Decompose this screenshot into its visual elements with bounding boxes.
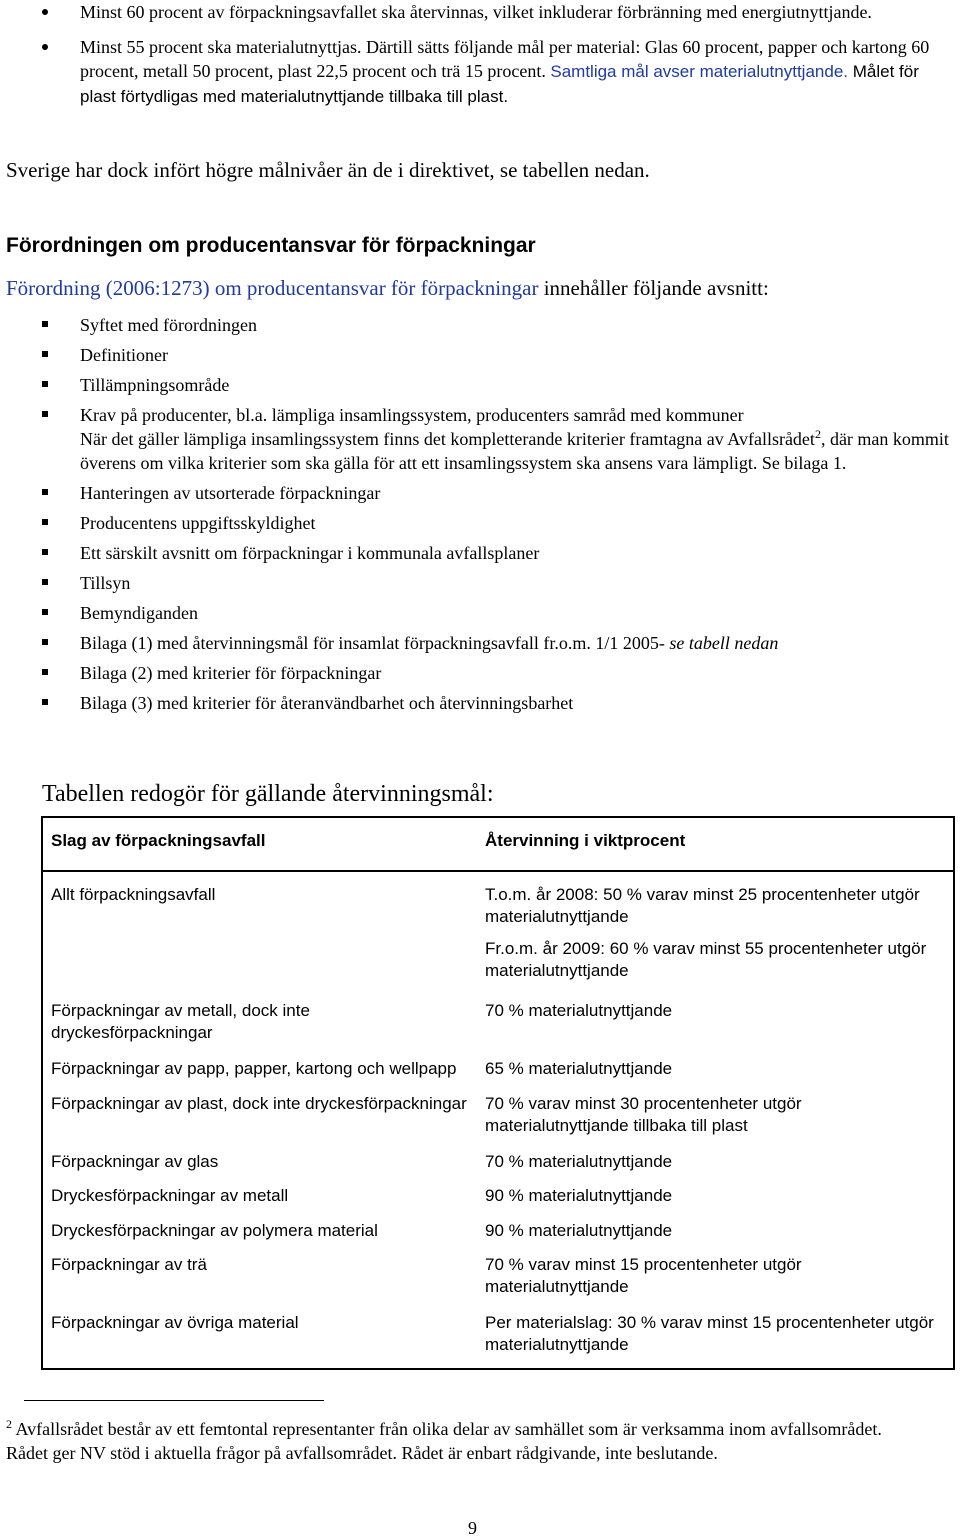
table-row bbox=[42, 1252, 954, 1310]
square-bullet-icon bbox=[42, 411, 48, 417]
bullet-text-sans: Målet för plast förtydligas med materialutnyttjande tillbaka till plast. bbox=[80, 62, 919, 106]
table-cell-type: Förpackningar av papp, papper, kartong och wellpapp bbox=[51, 1059, 457, 1079]
list-item bbox=[0, 511, 955, 535]
square-bullet-icon bbox=[42, 519, 48, 525]
square-bullet-icon bbox=[42, 351, 48, 357]
list-item bbox=[0, 691, 955, 715]
section-text: Tillsyn bbox=[80, 573, 131, 593]
goal-line: T.o.m. år 2008: 50 % varav minst 25 procentenheter utgör materialutnyttjande bbox=[485, 884, 920, 926]
section-text: Bilaga (2) med kriterier för förpackningar bbox=[80, 663, 382, 683]
section-text: Bilaga (1) med återvinningsmål för insamlat förpackningsavfall fr.o.m. 1/1 2005- bbox=[80, 633, 670, 653]
footnote-number: 2 bbox=[6, 1417, 12, 1431]
table-row bbox=[42, 1310, 954, 1369]
table-row bbox=[42, 1183, 954, 1217]
table-cell-goal: 70 % varav minst 30 procentenheter utgör materialutnyttjande tillbaka till plast bbox=[485, 1093, 802, 1135]
square-bullet-icon bbox=[42, 609, 48, 615]
table-row bbox=[42, 1091, 954, 1149]
list-item bbox=[0, 373, 955, 397]
section-extra-text-after: , där man kommit överens om vilka kriterier som ska gälla för att ett insamlingssystem ska ansens vara lämpligt. Se bilaga 1. bbox=[80, 429, 949, 473]
table-row bbox=[42, 871, 954, 999]
list-item bbox=[0, 571, 955, 595]
section-text: Bilaga (3) med kriterier för återanvändbarhet och återvinningsbarhet bbox=[80, 693, 574, 713]
square-bullet-icon bbox=[42, 579, 48, 585]
list-item bbox=[0, 343, 955, 367]
table-cell-type: Förpackningar av metall, dock inte dryckesförpackningar bbox=[51, 1001, 310, 1043]
list-item bbox=[0, 661, 955, 685]
square-bullet-icon bbox=[42, 549, 48, 555]
list-item bbox=[0, 601, 955, 625]
forordning-rest: innehåller följande avsnitt: bbox=[538, 276, 769, 300]
list-item bbox=[0, 313, 955, 337]
list-item bbox=[0, 541, 955, 565]
footnote-divider bbox=[24, 1400, 324, 1401]
column-header: Slag av förpackningsavfall bbox=[51, 831, 266, 850]
section-text: Definitioner bbox=[80, 345, 168, 365]
recycling-goals-table bbox=[41, 816, 955, 1370]
list-item bbox=[0, 631, 955, 655]
section-extra-text: När det gäller lämpliga insamlingssystem finns det kompletterande kriterier framtagna av Avfallsrådet bbox=[80, 429, 815, 449]
goal-line: Fr.o.m. år 2009: 60 % varav minst 55 procentenheter utgör materialutnyttjande bbox=[485, 938, 927, 980]
square-bullet-icon bbox=[42, 669, 48, 675]
section-text: Hanteringen av utsorterade förpackningar bbox=[80, 483, 381, 503]
table-cell-goal: 90 % materialutnyttjande bbox=[485, 1220, 673, 1240]
section-text: Producentens uppgiftsskyldighet bbox=[80, 513, 316, 533]
section-text: Tillämpningsområde bbox=[80, 375, 230, 395]
top-bullet-list bbox=[0, 0, 950, 109]
table-row bbox=[42, 1149, 954, 1183]
table-cell-goal bbox=[479, 871, 954, 999]
section-italic-text: se tabell nedan bbox=[669, 633, 779, 653]
table-cell-goal: 65 % materialutnyttjande bbox=[485, 1059, 673, 1079]
section-text: Bemyndiganden bbox=[80, 603, 198, 623]
bullet-text: Minst 60 procent av förpackningsavfallet ska återvinnas, vilket inkluderar förbränning med energiutnyttjande. bbox=[80, 2, 872, 22]
footnote-text: Avfallsrådet består av ett femtontal representanter från olika delar av samhället som är verksamma inom avfallsområdet. Rådet ger NV stöd i aktuella frågor på avfallsområdet. Rådet är enbart rådgivande, inte beslutande. bbox=[6, 1419, 882, 1463]
list-item bbox=[0, 0, 950, 24]
column-header: Återvinning i viktprocent bbox=[485, 831, 686, 850]
list-item bbox=[0, 35, 950, 109]
table-row bbox=[42, 998, 954, 1056]
table-cell-goal: 70 % materialutnyttjande bbox=[485, 1151, 673, 1171]
table-cell-type: Förpackningar av plast, dock inte dryckesförpackningar bbox=[51, 1093, 467, 1113]
table-cell-type: Förpackningar av övriga material bbox=[51, 1312, 299, 1332]
highlighted-text: Samtliga mål avser materialutnyttjande. bbox=[550, 62, 848, 81]
list-item bbox=[0, 403, 955, 475]
section-heading: Förordningen om producentansvar för förpackningar bbox=[6, 234, 536, 257]
page-number: 9 bbox=[468, 1518, 477, 1538]
square-bullet-icon bbox=[42, 321, 48, 327]
table-header-row bbox=[42, 817, 954, 871]
table-row bbox=[42, 1056, 954, 1090]
sverige-paragraph: Sverige har dock infört högre målnivåer än de i direktivet, se tabellen nedan. bbox=[6, 158, 650, 182]
forordning-paragraph bbox=[6, 275, 769, 301]
table-cell-type: Allt förpackningsavfall bbox=[51, 884, 216, 904]
table-cell-goal: 70 % varav minst 15 procentenheter utgör materialutnyttjande bbox=[485, 1254, 802, 1296]
footnote bbox=[6, 1412, 906, 1465]
table-title: Tabellen redogör för gällande återvinningsmål: bbox=[42, 781, 494, 807]
sections-list bbox=[0, 313, 955, 715]
table-cell-goal: 90 % materialutnyttjande bbox=[485, 1186, 673, 1206]
square-bullet-icon bbox=[42, 639, 48, 645]
table-cell-goal: Per materialslag: 30 % varav minst 15 procentenheter utgör materialutnyttjande bbox=[485, 1312, 934, 1354]
square-bullet-icon bbox=[42, 381, 48, 387]
section-text: Syftet med förordningen bbox=[80, 315, 257, 335]
square-bullet-icon bbox=[42, 699, 48, 705]
section-text: Krav på producenter, bl.a. lämpliga insamlingssystem, producenters samråd med kommuner bbox=[80, 405, 744, 425]
bullet-icon bbox=[42, 9, 48, 15]
footnote-ref[interactable]: 2 bbox=[814, 427, 821, 441]
forordning-link[interactable]: Förordning (2006:1273) om producentansvar för förpackningar bbox=[6, 276, 539, 300]
table-cell-type: Dryckesförpackningar av metall bbox=[51, 1186, 289, 1206]
table-cell-type: Förpackningar av trä bbox=[51, 1254, 207, 1274]
table-cell-goal: 70 % materialutnyttjande bbox=[485, 1001, 673, 1021]
section-text: Ett särskilt avsnitt om förpackningar i kommunala avfallsplaner bbox=[80, 543, 540, 563]
square-bullet-icon bbox=[42, 489, 48, 495]
bullet-text: Minst 55 procent ska materialutnyttjas. Därtill sätts följande mål per material: Glas 60 procent, papper och kartong 60 procent, metall 50 procent, plast 22,5 procent och trä 15 procent. bbox=[80, 37, 930, 81]
bullet-icon bbox=[42, 44, 48, 50]
table-cell-type: Dryckesförpackningar av polymera material bbox=[51, 1220, 378, 1240]
table-cell-type: Förpackningar av glas bbox=[51, 1151, 219, 1171]
table-row bbox=[42, 1218, 954, 1252]
list-item bbox=[0, 481, 955, 505]
